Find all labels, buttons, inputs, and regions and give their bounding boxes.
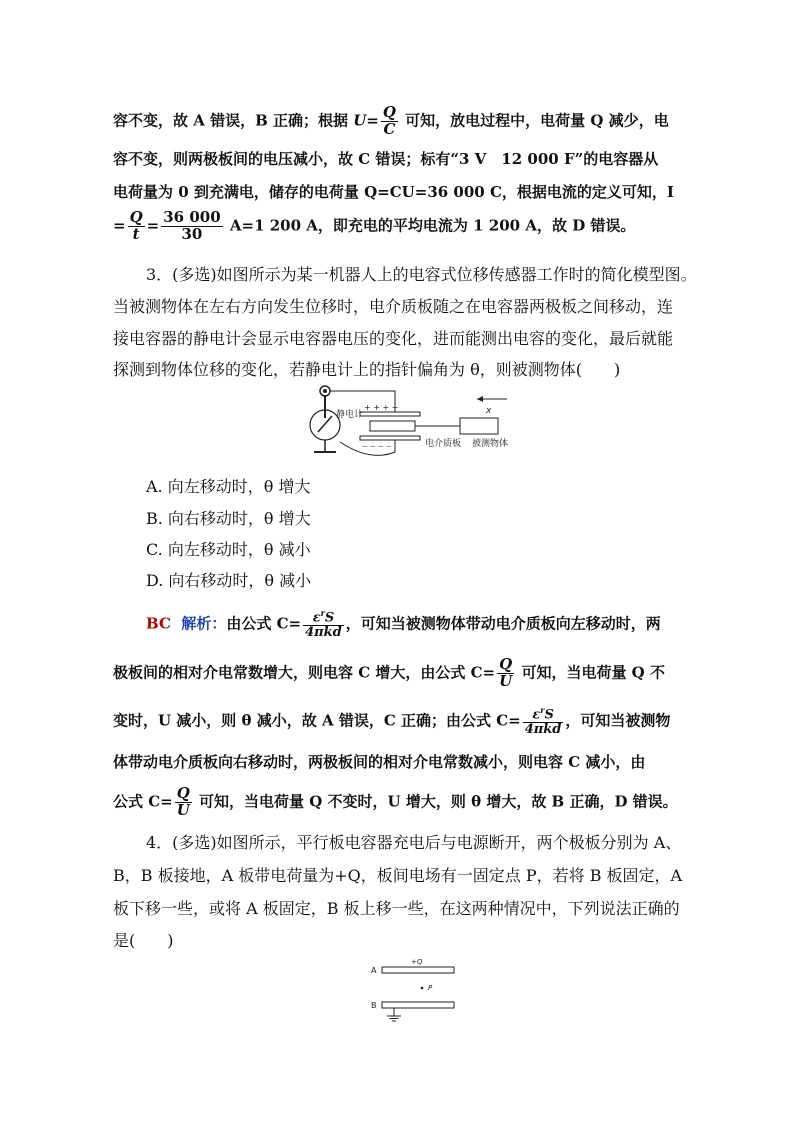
q3-line-1: 3．(多选)如图所示为某一机器人上的电容式位移传感器工作时的简化模型图。 [146,265,697,284]
label-plus-q: +Q [411,958,423,966]
electrometer-needle [318,416,332,432]
sol2-line-4: = $\frac{Q}{t}$ = $\frac{36 000}{30}$ A=1 200 A，即充电的平均电流为 1 200 A，故 D 错误。 [113,208,636,243]
label-dielectric: 电介质板 [425,439,462,449]
fraction-epsilon-s-over-4pikd-2: $\frac{\varepsilon^rS}{\text{4πkd}}$ [524,705,562,737]
label-plate-b: B [371,1001,377,1010]
answer-badge: BC [146,614,171,633]
option-a: A. 向左移动时，θ 增大 [146,477,311,496]
q4-line-2: B，B 板接地，A 板带电荷量为+Q，板间电场有一固定点 P，若将 B 板固定，A [113,866,683,885]
lower-plate [360,436,420,440]
fraction-36000-over-30: $\frac{36 000}{30}$ [163,208,221,243]
sol2-line-1: 容不变，故 A 错误，B 正确；根据 U= $\frac{Q}{C}$ 可知，放电过程中，电荷量 Q 减少，电 [113,103,669,138]
option-b: B. 向右移动时，θ 增大 [146,509,311,528]
svg-text:— — — —: — — — — [362,443,392,450]
q3-line-3: 接电容器的静电计会显示电容器电压的变化，进而能测出电容的变化，最后就能 [113,329,674,348]
parallel-plate-diagram [366,952,466,1027]
fraction-q-over-t: $\frac{Q}{t}$ [129,208,143,243]
sol3-line-1: BC 解析：由公式 C= $\frac{\varepsilon^rS}{\text{4πkd}}$ ，可知当被测物体带动电介质板向左移动时，两 [146,608,661,640]
q4-line-1: 4．(多选)如图所示，平行板电容器充电后与电源断开，两个极板分别为 A、 [146,833,682,852]
dielectric-slab [370,421,415,431]
fraction-epsilon-s-over-4pikd: $\frac{\varepsilon^rS}{\text{4πkd}}$ [305,608,342,640]
sol3-line-3: 变时，U 减小，则 θ 减小，故 A 错误，C 正确；由公式 C= $\frac{\varepsilon^rS}{\text{4πkd}}$ ，可知当被测物 [113,705,671,737]
option-c: C. 向左移动时，θ 减小 [146,540,311,559]
sol3-line-2: 极板间的相对介电常数增大，则电容 C 增大，由公式 C= $\frac{Q}{U}$ 可知，当电荷量 Q 不 [113,655,665,690]
sol2-line-2: 容不变，则两极板间的电压减小，故 C 错误；标有“3 V 12 000 F”的电容器从 [113,150,659,168]
sol3-line-5: 公式 C= $\frac{Q}{U}$ 可知，当电荷量 Q 不变时，U 增大，则 θ 增大，故 B 正确，D 错误。 [113,784,678,819]
svg-text:x: x [486,406,492,416]
fraction-q-over-u: $\frac{Q}{U}$ [499,655,513,690]
jiexi-label: 解析： [181,614,227,633]
sol3-line-4: 体带动电介质板向右移动时，两极板间的相对介电常数减小，则电容 C 减小，由 [113,753,646,771]
fraction-q-over-c: $\frac{Q}{C}$ [382,103,396,138]
q3-line-4: 探测到物体位移的变化，若静电计上的指针偏角为 θ，则被测物体( ) [113,360,621,379]
point-p [421,987,424,990]
label-electrometer: 静电计 [336,410,364,420]
label-point-p: P [428,984,433,992]
capacitor-sensor-diagram [300,380,520,465]
plate-a [382,967,454,973]
q4-line-3: 板下移一些，或将 A 板固定，B 板上移一些，在这两种情况中，下列说法正确的 [113,899,680,918]
plate-b [382,1002,454,1008]
q4-line-4: 是( ) [113,931,174,950]
svg-text:+ + + +: + + + + [364,403,399,412]
option-d: D. 向右移动时，θ 减小 [146,571,312,590]
label-plate-a: A [371,966,377,975]
fraction-q-over-u-2: $\frac{Q}{U}$ [176,784,190,819]
sol2-line-3: 电荷量为 0 到充满电，储存的电荷量 Q=CU=36 000 C，根据电流的定义可知，I [113,183,674,201]
upper-plate [360,412,420,416]
q3-line-2: 当被测物体在左右方向发生位移时，电介质板随之在电容器两极板之间移动，连 [113,297,674,316]
measured-object [460,418,498,434]
label-object: 被测物体 [472,439,509,449]
